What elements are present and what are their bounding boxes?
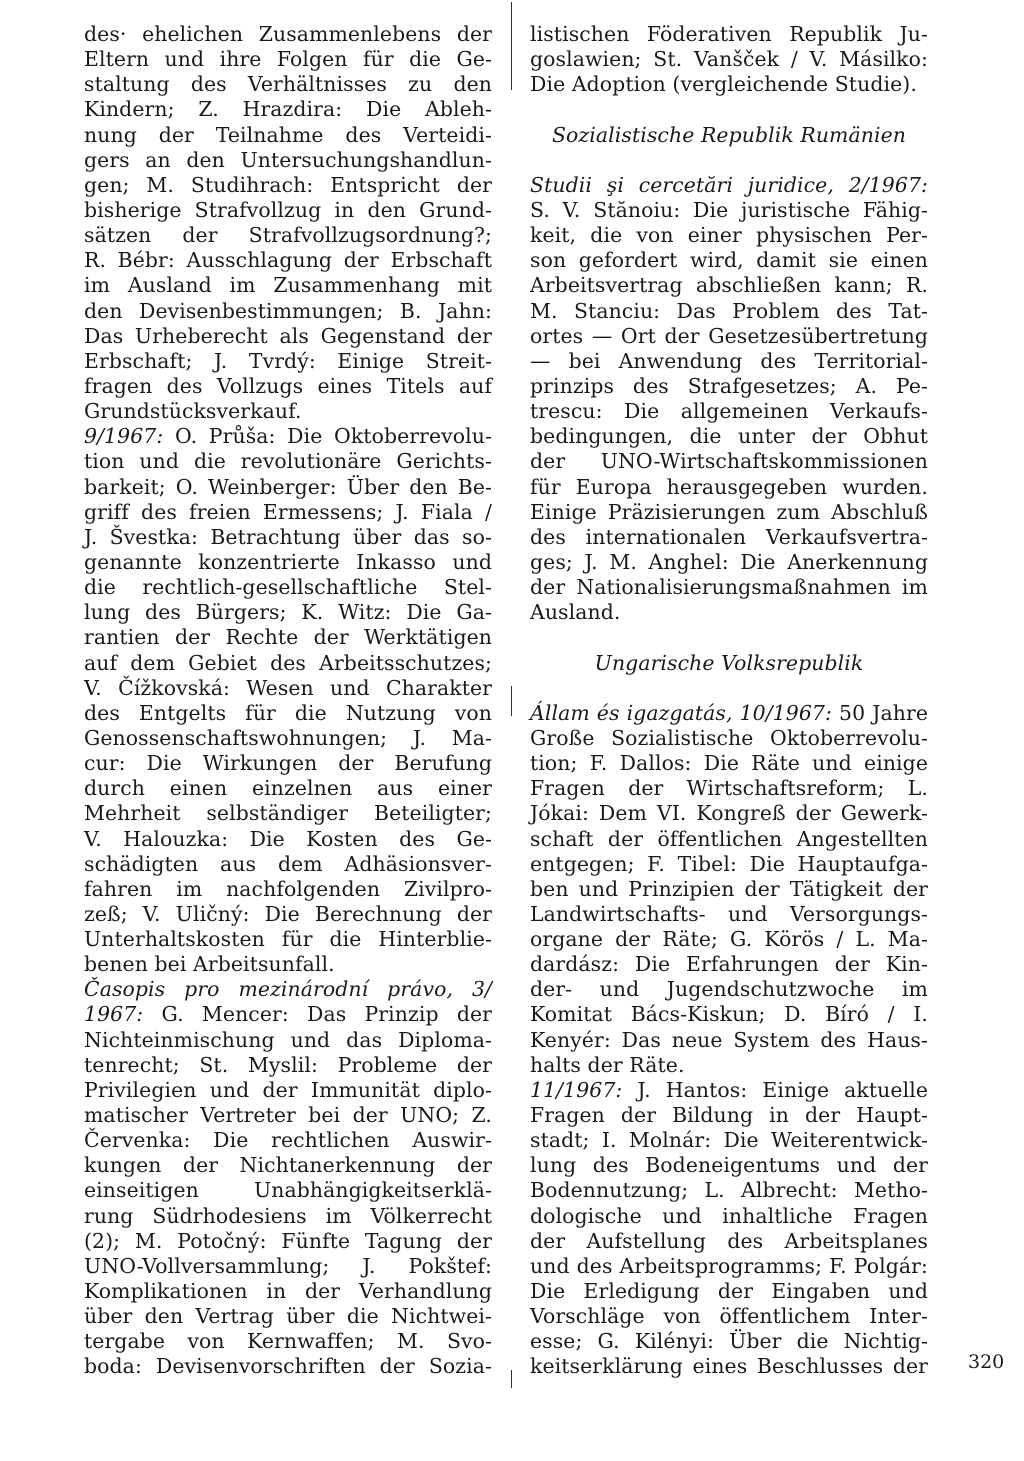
text-line: V. Čížkovská: Wesen und Charakter — [84, 675, 492, 700]
text-line: genannte konzentrierte Inkasso und — [84, 549, 492, 574]
text-line: dologische und inhaltliche Fragen — [530, 1203, 928, 1228]
text-line: Unterhaltskosten für die Hinterblie- — [84, 927, 492, 952]
text-line: ben und Prinzipien der Tätigkeit der — [530, 876, 928, 901]
text-line: lung des Bodeneigentums und der — [530, 1153, 928, 1178]
text-line: keit, die von einer physischen Per- — [530, 223, 928, 248]
text-line — [530, 701, 928, 726]
spacer — [530, 148, 928, 173]
text-line: Genossenschaftswohnungen; J. Ma- — [84, 725, 492, 750]
text-line: des internationalen Verkaufsvertra- — [530, 524, 928, 549]
text-line: Eltern und ihre Folgen für die Ge- — [84, 47, 492, 72]
text-line: gen; M. Studihrach: Entspricht der — [84, 172, 492, 197]
text-line: entgegen; F. Tibel: Die Hauptaufga- — [530, 851, 928, 876]
text-line: cur: Die Wirkungen der Berufung — [84, 751, 492, 776]
text-line: goslawien; St. Vanšček / V. Másilko: — [530, 47, 928, 72]
spacer — [530, 676, 928, 701]
text-line: son gefordert wird, damit sie einen — [530, 248, 928, 273]
text-line: benen bei Arbeitsunfall. — [84, 952, 335, 977]
text-line: Vorschläge von öffentlichem Inter- — [530, 1304, 928, 1329]
text-line: bisherige Strafvollzug in den Grund- — [84, 197, 492, 222]
text-line: der Nationalisierungsmaßnahmen im — [530, 575, 928, 600]
text-line: durch einen einzelnen aus einer — [84, 776, 492, 801]
text-line: Komitat Bács-Kiskun; D. Bíró / I. — [530, 1002, 928, 1027]
text-line — [84, 424, 492, 449]
line-text: 50 Jahre — [831, 700, 928, 725]
text-line: UNO-Vollversammlung; J. Pokštef: — [84, 1253, 492, 1278]
text-line: des Entgelts für die Nutzung von — [84, 700, 492, 725]
text-line: listischen Föderativen Republik Ju- — [530, 22, 928, 46]
text-line: die rechtlich-gesellschaftliche Stel- — [84, 575, 492, 600]
text-line: Landwirtschafts- und Versorgungs- — [530, 901, 928, 926]
text-line: des· ehelichen Zusammenlebens der — [84, 22, 492, 46]
text-line: V. Halouzka: Die Kosten des Ge- — [84, 826, 492, 851]
text-line: matischer Vertreter bei der UNO; Z. — [84, 1103, 492, 1128]
left-column — [84, 22, 492, 1380]
text-line: tion und die revolutionäre Gerichts- — [84, 449, 492, 474]
text-line: rantien der Rechte der Werktätigen — [84, 625, 492, 650]
text-line — [84, 1002, 492, 1027]
text-line: nung der Teilnahme des Verteidi- — [84, 122, 492, 147]
text-line: Erbschaft; J. Tvrdý: Einige Streit- — [84, 348, 492, 373]
text-line: der Aufstellung des Arbeitsplanes — [530, 1228, 928, 1253]
text-line: griff des freien Ermessens; J. Fiala / — [84, 499, 492, 524]
section-heading: Ungarische Volksrepublik — [594, 650, 864, 675]
text-line: tion; F. Dallos: Die Räte und einige — [530, 751, 928, 776]
text-line: der- und Jugendschutzwoche im — [530, 977, 928, 1002]
text-line: für Europa herausgegeben wurden. — [530, 474, 928, 499]
text-line: Fragen der Wirtschaftsreform; L. — [530, 776, 928, 801]
text-line: organe der Räte; G. Körös / L. Ma- — [530, 927, 928, 952]
text-line: schädigten aus dem Adhäsionsver- — [84, 851, 492, 876]
spacer — [530, 97, 928, 122]
text-line: über den Vertrag über die Nichtwei- — [84, 1304, 492, 1329]
text-line: Kindern; Z. Hrazdira: Die Ableh- — [84, 97, 492, 122]
text-line: boda: Devisenvorschriften der Sozia- — [84, 1354, 492, 1379]
text-line: kungen der Nichtanerkennung der — [84, 1153, 492, 1178]
column-divider — [511, 2, 512, 90]
text-line: Grundstücksverkauf. — [84, 399, 302, 424]
text-line: Privilegien und der Immunität diplo- — [84, 1077, 492, 1102]
text-line: Jókai: Dem VI. Kongreß der Gewerk- — [530, 801, 928, 826]
journal-reference: Časopis pro mezinárodní právo, 3/ — [84, 977, 492, 1002]
line-text: O. Průša: Die Oktoberrevolu- — [163, 424, 492, 449]
journal-reference: 9/1967: — [84, 424, 164, 449]
text-line: lung des Bürgers; K. Witz: Die Ga- — [84, 600, 492, 625]
text-line: keitserklärung eines Beschlusses der — [530, 1354, 928, 1379]
line-text: G. Mencer: Das Prinzip der — [143, 1002, 492, 1027]
right-column — [530, 22, 928, 1380]
text-line: bedingungen, die unter der Obhut — [530, 424, 928, 449]
text-line: und des Arbeitsprogramms; F. Polgár: — [530, 1253, 928, 1278]
text-line: Das Urheberecht als Gegenstand der — [84, 323, 492, 348]
text-line: der UNO-Wirtschaftskommissionen — [530, 449, 928, 474]
text-line: halts der Räte. — [530, 1052, 685, 1077]
text-line: tergabe von Kernwaffen; M. Svo- — [84, 1329, 492, 1354]
text-line: M. Stanciu: Das Problem des Tat- — [530, 298, 928, 323]
column-divider — [511, 1370, 512, 1388]
text-line: gers an den Untersuchungshandlun- — [84, 147, 492, 172]
text-line: Nichteinmischung und das Diploma- — [84, 1027, 492, 1052]
text-line: ges; J. M. Anghel: Die Anerkennung — [530, 549, 928, 574]
text-line: J. Švestka: Betrachtung über das so- — [84, 524, 492, 549]
spacer — [530, 625, 928, 650]
page-number: 320 — [968, 1351, 1005, 1373]
text-line: einseitigen Unabhängigkeitserklä- — [84, 1178, 492, 1203]
line-text: J. Hantos: Einige aktuelle — [622, 1077, 928, 1102]
text-line: fahren im nachfolgenden Zivilpro- — [84, 876, 492, 901]
column-divider — [511, 686, 512, 716]
text-line: schaft der öffentlichen Angestellten — [530, 826, 928, 851]
text-line: Kenyér: Das neue System des Haus- — [530, 1027, 928, 1052]
section-heading: Sozialistische Republik Rumänien — [551, 122, 907, 147]
text-line: zeß; V. Uličný: Die Berechnung der — [84, 901, 492, 926]
text-line: auf dem Gebiet des Arbeitsschutzes; — [84, 650, 492, 675]
text-line: Große Sozialistische Oktoberrevolu- — [530, 725, 928, 750]
journal-reference: Studii şi cercetări juridice, 2/1967: — [530, 172, 928, 197]
text-line: Arbeitsvertrag abschließen kann; R. — [530, 273, 928, 298]
text-line: fragen des Vollzugs eines Titels auf — [84, 373, 492, 398]
text-line: im Ausland im Zusammenhang mit — [84, 273, 492, 298]
journal-reference: 1967: — [84, 1002, 144, 1027]
text-line: trescu: Die allgemeinen Verkaufs- — [530, 399, 928, 424]
text-line: rung Südrhodesiens im Völkerrecht — [84, 1203, 492, 1228]
text-line: esse; G. Kilényi: Über die Nichtig- — [530, 1329, 928, 1354]
text-line: stadt; I. Molnár: Die Weiterentwick- — [530, 1128, 928, 1153]
text-line: den Devisenbestimmungen; B. Jahn: — [84, 298, 492, 323]
text-line: staltung des Verhältnisses zu den — [84, 72, 492, 97]
text-line: Mehrheit selbständiger Beteiligter; — [84, 801, 492, 826]
text-line: sätzen der Strafvollzugsordnung?; — [84, 223, 492, 248]
text-line: Ausland. — [530, 600, 621, 625]
text-line: Einige Präzisierungen zum Abschluß — [530, 499, 928, 524]
text-line: Bodennutzung; L. Albrecht: Metho- — [530, 1178, 928, 1203]
text-line — [530, 1078, 928, 1103]
text-line: R. Bébr: Ausschlagung der Erbschaft — [84, 248, 492, 273]
text-line: — bei Anwendung des Territorial- — [530, 348, 928, 373]
text-line: Die Erledigung der Eingaben und — [530, 1279, 928, 1304]
text-line: barkeit; O. Weinberger: Über den Be- — [84, 474, 492, 499]
text-line: Fragen der Bildung in der Haupt- — [530, 1103, 928, 1128]
text-line — [84, 977, 492, 1002]
journal-reference: Állam és igazgatás, 10/1967: — [530, 700, 832, 725]
text-line: dardász: Die Erfahrungen der Kin- — [530, 952, 928, 977]
text-line: tenrecht; St. Myslil: Probleme der — [84, 1052, 492, 1077]
text-line: ortes — Ort der Gesetzesübertretung — [530, 323, 928, 348]
text-line: Červenka: Die rechtlichen Auswir- — [84, 1128, 492, 1153]
text-line: Komplikationen in der Verhandlung — [84, 1279, 492, 1304]
text-line: (2); M. Potočný: Fünfte Tagung der — [84, 1228, 492, 1253]
text-line — [530, 173, 928, 198]
text-line: S. V. Stănoiu: Die juristische Fähig- — [530, 197, 928, 222]
journal-reference: 11/1967: — [530, 1077, 623, 1102]
text-line: Die Adoption (vergleichende Studie). — [530, 72, 917, 97]
text-line: prinzips des Strafgesetzes; A. Pe- — [530, 373, 928, 398]
